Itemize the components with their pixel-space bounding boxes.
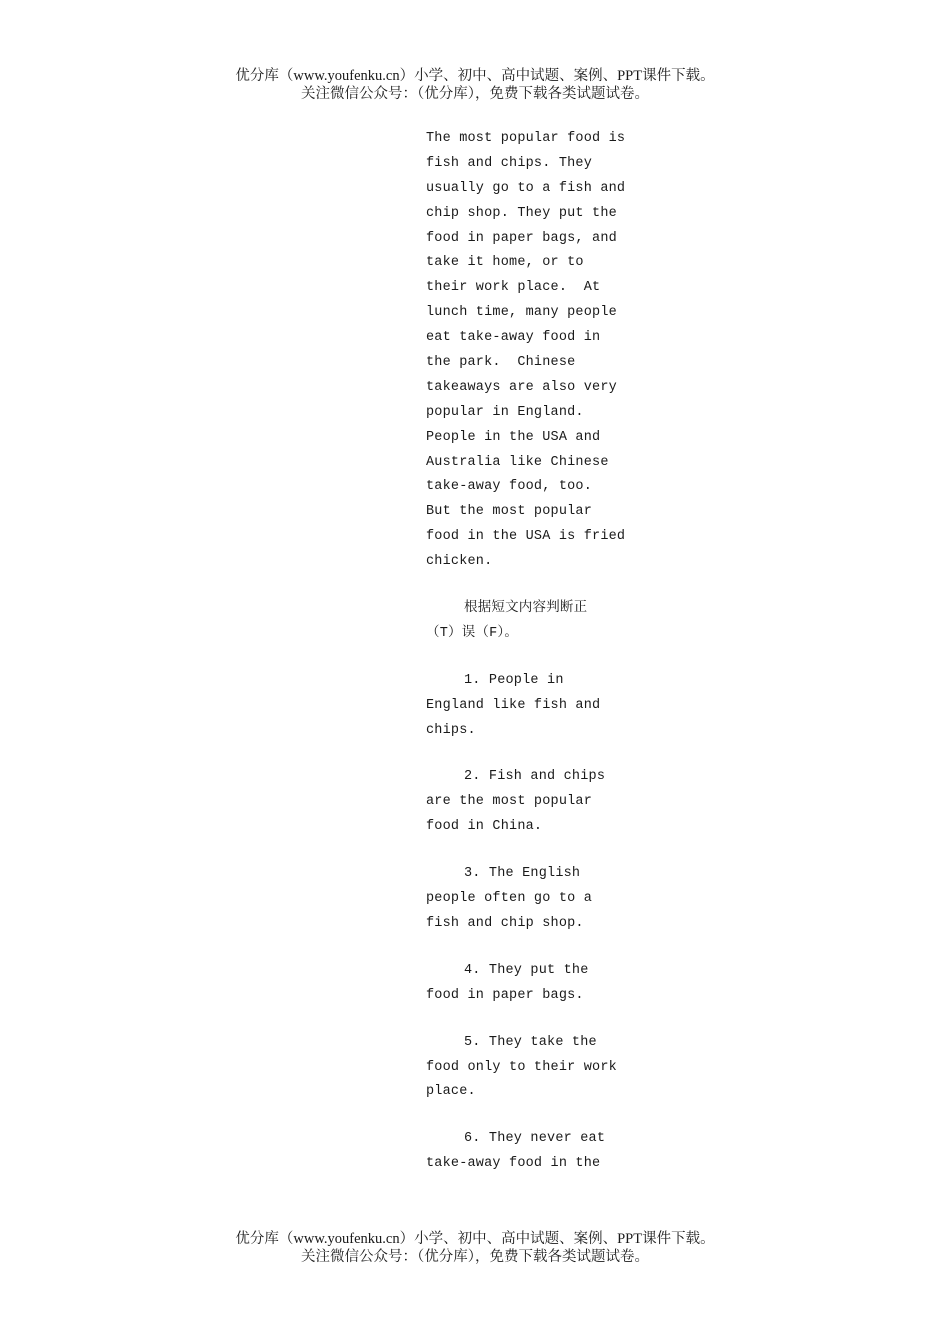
question-line: 2. Fish and chips bbox=[464, 769, 606, 785]
question-1 bbox=[426, 669, 636, 744]
instruction-line-1: 根据短文内容判断正 bbox=[464, 601, 588, 617]
passage-line: popular in England. bbox=[426, 404, 584, 420]
passage-line: eat take-away food in bbox=[426, 330, 601, 346]
passage-line: lunch time, many people bbox=[426, 305, 617, 321]
header-line-2: 关注微信公众号：（优分库），免费下载各类试题试卷。 bbox=[301, 86, 649, 102]
instruction bbox=[426, 597, 636, 647]
question-2 bbox=[426, 765, 636, 840]
question-line: 5. They take the bbox=[464, 1034, 597, 1050]
question-5 bbox=[426, 1031, 636, 1106]
question-line: 1. People in bbox=[464, 672, 564, 688]
passage-line: fish and chips. They bbox=[426, 155, 593, 171]
passage-line: People in the USA and bbox=[426, 429, 601, 445]
question-line: 4. They put the bbox=[464, 962, 589, 978]
document-body bbox=[426, 127, 636, 1177]
header-line-1: 优分库（www.youfenku.cn）小学、初中、高中试题、案例、PPT课件下载。 bbox=[235, 68, 715, 84]
page-footer bbox=[0, 1230, 950, 1266]
question-line: people often go to a bbox=[426, 891, 593, 907]
question-line: place. bbox=[426, 1084, 476, 1100]
passage-line: chip shop. They put the bbox=[426, 205, 617, 221]
passage-line: But the most popular bbox=[426, 504, 593, 520]
instruction-line-2: （T）误（F）。 bbox=[426, 625, 519, 641]
passage-line: The most popular food is bbox=[426, 131, 626, 146]
question-3 bbox=[426, 862, 636, 937]
passage-line: Australia like Chinese bbox=[426, 454, 609, 470]
passage-line: take-away food, too. bbox=[426, 479, 593, 495]
footer-line-1: 优分库（www.youfenku.cn）小学、初中、高中试题、案例、PPT课件下载。 bbox=[235, 1231, 715, 1247]
question-line: fish and chip shop. bbox=[426, 915, 584, 931]
question-6 bbox=[426, 1127, 636, 1177]
question-line: take-away food in the bbox=[426, 1156, 601, 1172]
passage-line: chicken. bbox=[426, 554, 493, 570]
question-line: 6. They never eat bbox=[464, 1131, 606, 1147]
passage-line: food in the USA is fried bbox=[426, 529, 626, 545]
question-line: chips. bbox=[426, 722, 476, 738]
page-header bbox=[0, 67, 950, 103]
question-line: food in China. bbox=[426, 819, 543, 835]
question-line: food in paper bags. bbox=[426, 987, 584, 1003]
question-line: 3. The English bbox=[464, 866, 581, 882]
question-line: food only to their work bbox=[426, 1059, 617, 1075]
passage-line: food in paper bags, and bbox=[426, 230, 617, 246]
reading-passage bbox=[426, 127, 636, 575]
question-4 bbox=[426, 959, 636, 1009]
passage-line: take it home, or to bbox=[426, 255, 584, 271]
passage-line: takeaways are also very bbox=[426, 379, 617, 395]
question-line: are the most popular bbox=[426, 794, 593, 810]
footer-line-2: 关注微信公众号：（优分库），免费下载各类试题试卷。 bbox=[301, 1249, 649, 1265]
passage-line: usually go to a fish and bbox=[426, 180, 626, 196]
passage-line: the park. Chinese bbox=[426, 355, 576, 371]
question-line: England like fish and bbox=[426, 697, 601, 713]
passage-line: their work place. At bbox=[426, 280, 601, 296]
